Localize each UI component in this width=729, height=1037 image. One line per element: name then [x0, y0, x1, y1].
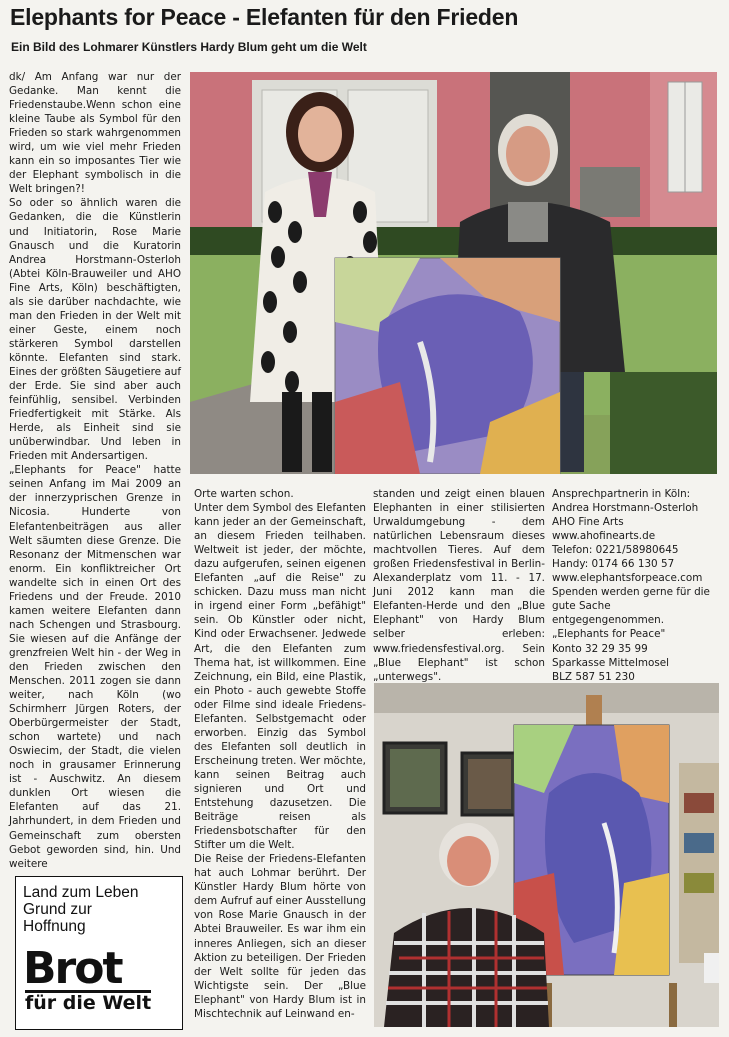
paragraph: dk/ Am Anfang war nur der Gedanke. Man kennt die Friedenstaube.Wenn schon eine kleine Taube als Symbol für den Frieden so stark wahrgenommen wird, um wie viel mehr Frieden kann ein so imposantes Tier wie der Elephant symbolisch in die Welt bringen?!: [9, 71, 181, 196]
photo-artists-illustration: [190, 72, 717, 474]
paragraph: Unter dem Symbol des Elefanten kann jeder an der Gemeinschaft, an diesem Frieden teilhaben. Weltweit ist jeder, der möchte, dazu aufgerufen, seinen eigenen Elefanten „auf die Reise" zu schicken. Dazu muss man nicht in irgend einer Form „befähigt" sein. Ob Künstler oder nicht, Kind oder Erwachsener. Jedwede Art, die den Elefanten zum Thema hat, ist willkommen. Eine Zeichnung, ein Bild, eine Plastik, ein Photo - auch gewebte Stoffe oder Filme sind ideale Friedens-Elefanten. Selbstgemacht oder erworben. Einzig das Symbol des Elefanten soll deutlich in Erscheinung treten. Wer möchte, kann seinen Beitrag auch signieren und Ort und Entstehung dazusetzen. Die Beiträge reisen als Friedensbotschafter für den Stifter um die Welt.: [194, 502, 366, 852]
brot-fuer-die-welt-ad: [15, 876, 183, 1030]
paragraph: „Elephants for Peace" hatte seinen Anfang im Mai 2009 an der innerzyprischen Grenze in Nicosia. Hunderte von Elefantenbeiträgen aus aller Welt säumten diese Grenze. Die Resonanz der Mitmenschen war enorm. Ein konfliktreicher Ort wandelte sich in einen Ort des Friedens und der Freude. 2010 kamen weitere Elefanten dann nach Schengen und Strasbourg. Sie wiesen auf die Anfänge der grenzfreien Welt hin - der Weg in den Frieden zwischen den Menschen. 2011 zogen sie dann weiter, nach Köln (wo Schirmherr Jürgen Roters, der Oberbürgermeister der Stadt, schon wartete) und nach Oswiecim, der Stadt, die vielen noch in grausamer Erinnerung ist - Auschwitz. An diesem dunklen Ort wiesen die Elefanten auf das 21. Jahrhundert, in dem Frieden und Gemeinschaft zum obersten Gebot geworden sind, hin. Und weitere: [9, 464, 181, 870]
ad-brand-logo-word: Brot: [23, 943, 122, 994]
contact-line: www.elephantsforpeace.com: [552, 572, 703, 585]
paragraph: Orte warten schon.: [194, 488, 294, 500]
contact-line: Andrea Horstmann-Osterloh: [552, 502, 699, 515]
contact-info-column: [552, 487, 722, 684]
contact-line: Konto 32 29 35 99: [552, 642, 648, 655]
paragraph: standen und zeigt einen blauen Elephanten in einer stilisierten Urwaldumgebung - dem natürlichen Lebensraum dieses machtvollen Tieres. Auf dem großen Friedensfestival in Berlin- Alexanderplatz vom 11. - 17. Juni 2012 kann man die Elefanten-Herde und den „Blue Elephant" von Hardy Blum selber erleben: www.friedensfestival.org. Sein „Blue Elephant" ist schon „unterwegs".: [373, 488, 545, 683]
article-title: Elephants for Peace - Elefanten für den Frieden: [10, 4, 519, 30]
contact-line: „Elephants for Peace": [552, 628, 666, 641]
contact-line: AHO Fine Arts www.ahofinearts.de: [552, 516, 656, 543]
contact-line: Telefon: 0221/58980645: [552, 544, 679, 557]
contact-line: Handy: 0174 66 130 57: [552, 558, 675, 571]
contact-line: Sparkasse Mittelmosel: [552, 656, 670, 669]
contact-line: BLZ 587 51 230: [552, 670, 635, 683]
photo-studio-illustration: [374, 683, 719, 1027]
paragraph: Die Reise der Friedens-Elefanten hat auch Lohmar berührt. Der Künstler Hardy Blum hörte von dem Aufruf auf einer Ausstellung von Rose Marie Gnausch in der Abtei Brauweiler. Es war ihm ein inneres Anliegen, sich an dieser Aktion zu beteiligen. Der Frieden der Welt sollte für jeden das Wichtigste sein. Der „Blue Elephant" von Hardy Blum ist in Mischtechnik auf Leinwand en-: [194, 853, 366, 1020]
article-subtitle: Ein Bild des Lohmarer Künstlers Hardy Blum geht um die Welt: [11, 40, 367, 54]
ad-brand-logo-subline: für die Welt: [25, 992, 152, 1014]
article-column-2: [194, 487, 366, 1021]
ad-slogan-line-3: Hoffnung: [23, 918, 86, 935]
paragraph: So oder so ähnlich waren die Gedanken, die die Künstlerin und Initiatorin, Rose Marie Gnausch und die Kuratorin Andrea Horstmann-Osterloh (Abtei Köln-Brauweiler und AHO Fine Arts, Köln) beschäftigten, als sie darüber nachdachte, wie man den Frieden in der Welt mit einer Geste, einem noch stärkeren Symbol darstellen könnte. Elefanten sind stark. Eines der größten Säugetiere auf der Erde. Sie sind aber auch feinfühlig, sensibel. Verbinden Friedfertigkeit mit Stärke. Als Herde, als Einheit sind sie unüberwindbar. Und leben in Frieden mit Andersartigen.: [9, 197, 181, 463]
ad-slogan-line-2: Grund zur: [23, 901, 92, 918]
photo-artist-in-studio: [374, 683, 719, 1027]
ad-slogan-line-1: Land zum Leben: [23, 884, 139, 901]
photo-artists-with-painting: [190, 72, 717, 474]
article-column-3: [373, 487, 545, 684]
contact-line: Spenden werden gerne für die gute Sache entgegengenommen.: [552, 586, 710, 627]
article-column-1: [9, 70, 181, 871]
contact-line: Ansprechpartnerin in Köln:: [552, 488, 691, 500]
